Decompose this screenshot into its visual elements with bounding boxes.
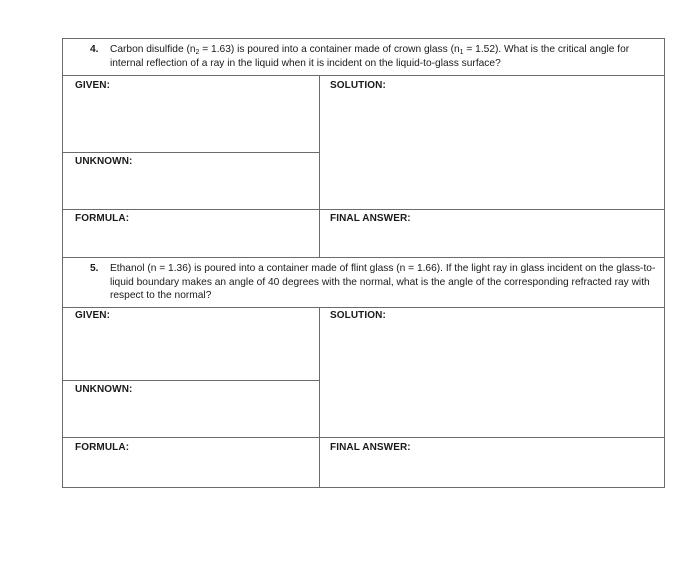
unknown-field[interactable] (63, 169, 317, 207)
problem-4-question (62, 43, 665, 73)
formula-field[interactable] (63, 226, 317, 256)
final-answer-field[interactable] (319, 455, 664, 486)
problem-number: 5. (90, 263, 99, 274)
solution-field[interactable] (319, 93, 664, 207)
problem-text: Ethanol (n = 1.36) is poured into a container made of flint glass (n = 1.66). If the light ray in glass incident on the glass-to-liquid boundary makes an angle of 40 degrees with the normal, what is the angle of the corresponding refracted ray with respect to the normal? (110, 263, 656, 301)
formula-field[interactable] (63, 455, 317, 486)
given-field[interactable] (63, 322, 317, 378)
divider (63, 152, 319, 153)
final-answer-label: FINAL ANSWER: (330, 442, 411, 453)
solution-label: SOLUTION: (330, 310, 386, 321)
problem-number: 4. (90, 44, 99, 55)
problem-text: Carbon disulfide $(n_2 = 1.63)$ is poured into a container made of crown glass $(n_1 = 1.52)$. What is the critical angle for internal reflection of a ray in the liquid when it is incident on the liquid-to-glass surface? (110, 44, 630, 69)
final-answer-label: FINAL ANSWER: (330, 213, 411, 224)
problem-5-question (62, 262, 665, 304)
unknown-field[interactable] (63, 397, 317, 435)
given-label: GIVEN: (75, 80, 111, 91)
final-answer-field[interactable] (319, 226, 664, 256)
given-label: GIVEN: (75, 310, 111, 321)
formula-label: FORMULA: (75, 442, 130, 453)
divider (63, 209, 664, 210)
divider (63, 307, 664, 308)
solution-field[interactable] (319, 322, 664, 435)
unknown-label: UNKNOWN: (75, 384, 133, 395)
solution-label: SOLUTION: (330, 80, 386, 91)
divider (63, 437, 664, 438)
formula-label: FORMULA: (75, 213, 130, 224)
given-field[interactable] (63, 93, 317, 150)
divider (63, 380, 319, 381)
unknown-label: UNKNOWN: (75, 156, 133, 167)
divider (63, 75, 664, 76)
